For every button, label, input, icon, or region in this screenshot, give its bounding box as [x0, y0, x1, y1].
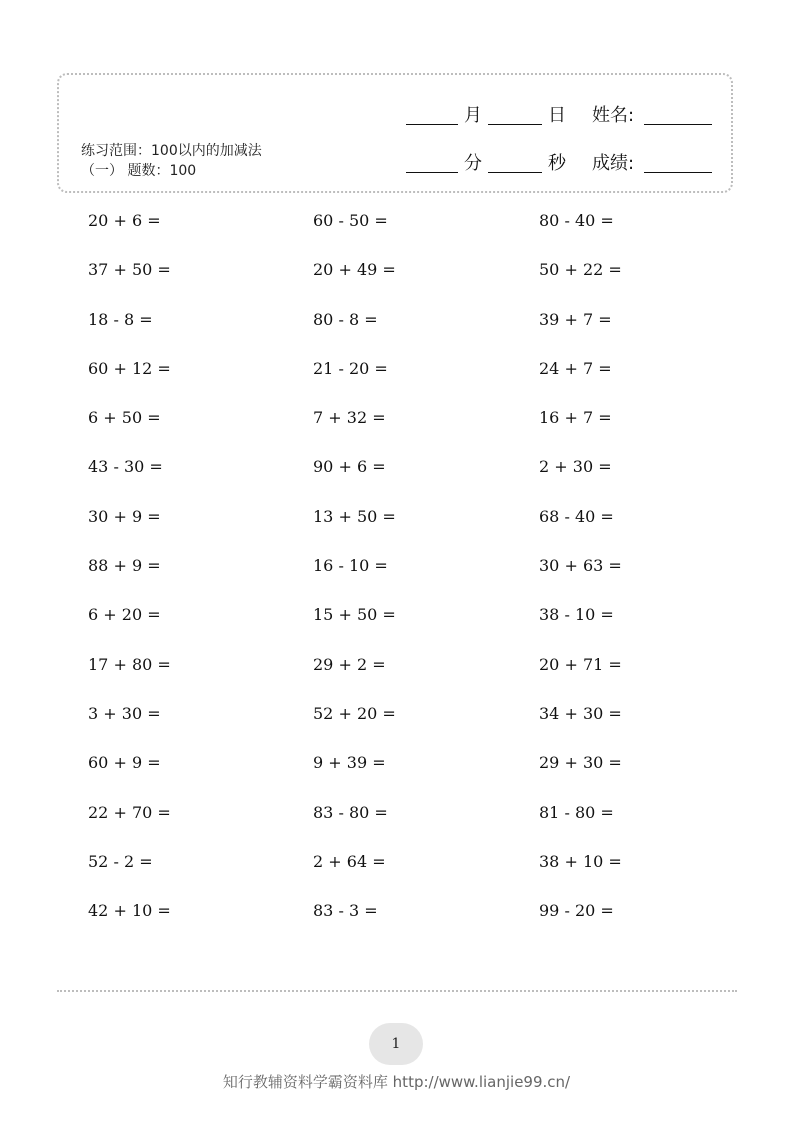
- problem-item: 38 + 10 =: [539, 851, 622, 871]
- problem-item: 21 - 20 =: [313, 358, 388, 378]
- problem-item: 15 + 50 =: [313, 605, 396, 625]
- day-blank[interactable]: [488, 124, 542, 125]
- problem-item: 24 + 7 =: [539, 358, 612, 378]
- problem-item: 81 - 80 =: [539, 802, 614, 822]
- problem-item: 29 + 2 =: [313, 654, 386, 674]
- problem-item: 83 - 80 =: [313, 802, 388, 822]
- problem-item: 99 - 20 =: [539, 901, 614, 921]
- month-label: 月: [464, 105, 482, 126]
- footer-site-text: 知行教辅资料学霸资料库 http://www.lianjie99.cn/: [222, 1073, 571, 1091]
- problem-item: 68 - 40 =: [539, 506, 614, 526]
- name-label: 姓名:: [592, 105, 635, 126]
- problem-item: 20 + 6 =: [88, 211, 161, 230]
- time-score-row: [404, 145, 724, 193]
- problem-item: 2 + 30 =: [539, 457, 612, 477]
- problem-item: 37 + 50 =: [88, 260, 171, 280]
- problem-item: 3 + 30 =: [88, 703, 161, 723]
- problem-item: 60 + 12 =: [88, 358, 171, 378]
- second-blank[interactable]: [488, 172, 542, 173]
- second-label: 秒: [548, 153, 566, 174]
- problem-item: 43 - 30 =: [88, 457, 163, 477]
- problem-item: 9 + 39 =: [313, 753, 386, 773]
- problem-item: 16 + 7 =: [539, 408, 612, 428]
- page-number: 1: [369, 1023, 423, 1065]
- problem-item: 30 + 9 =: [88, 506, 161, 526]
- problem-item: 18 - 8 =: [88, 309, 153, 329]
- problem-item: 22 + 70 =: [88, 802, 171, 822]
- score-label: 成绩:: [592, 153, 635, 174]
- problem-item: 6 + 20 =: [88, 605, 161, 625]
- student-info-fields: [404, 97, 724, 193]
- day-label: 日: [548, 105, 566, 126]
- problem-item: 52 + 20 =: [313, 703, 396, 723]
- problem-item: 13 + 50 =: [313, 506, 396, 526]
- practice-scope: [81, 141, 262, 181]
- problem-item: 16 - 10 =: [313, 556, 388, 576]
- scope-line-2: （一） 题数：100: [81, 163, 197, 179]
- footer-divider: [57, 990, 737, 992]
- problem-item: 29 + 30 =: [539, 753, 622, 773]
- problem-item: 80 - 40 =: [539, 211, 614, 230]
- problem-item: 52 - 2 =: [88, 851, 153, 871]
- problem-item: 30 + 63 =: [539, 556, 622, 576]
- problem-item: 20 + 49 =: [313, 260, 396, 280]
- problem-item: 39 + 7 =: [539, 309, 612, 329]
- problem-item: 60 - 50 =: [313, 211, 388, 230]
- problem-item: 90 + 6 =: [313, 457, 386, 477]
- problem-item: 80 - 8 =: [313, 309, 378, 329]
- problem-item: 20 + 71 =: [539, 654, 622, 674]
- scope-line-1: 练习范围：100以内的加减法: [81, 143, 262, 159]
- problem-item: 6 + 50 =: [88, 408, 161, 428]
- problem-item: 17 + 80 =: [88, 654, 171, 674]
- date-name-row: [404, 97, 724, 145]
- problem-item: 38 - 10 =: [539, 605, 614, 625]
- problem-item: 42 + 10 =: [88, 901, 171, 921]
- problem-item: 60 + 9 =: [88, 753, 161, 773]
- problem-item: 88 + 9 =: [88, 556, 161, 576]
- problem-grid: [88, 202, 688, 941]
- problem-item: 83 - 3 =: [313, 901, 378, 921]
- worksheet-header: [57, 73, 733, 193]
- problem-item: 2 + 64 =: [313, 851, 386, 871]
- minute-blank[interactable]: [406, 172, 458, 173]
- problem-item: 34 + 30 =: [539, 703, 622, 723]
- minute-label: 分: [464, 153, 482, 174]
- month-blank[interactable]: [406, 124, 458, 125]
- score-blank[interactable]: [644, 172, 712, 173]
- name-blank[interactable]: [644, 124, 712, 125]
- problem-item: 7 + 32 =: [313, 408, 386, 428]
- problem-item: 50 + 22 =: [539, 260, 622, 280]
